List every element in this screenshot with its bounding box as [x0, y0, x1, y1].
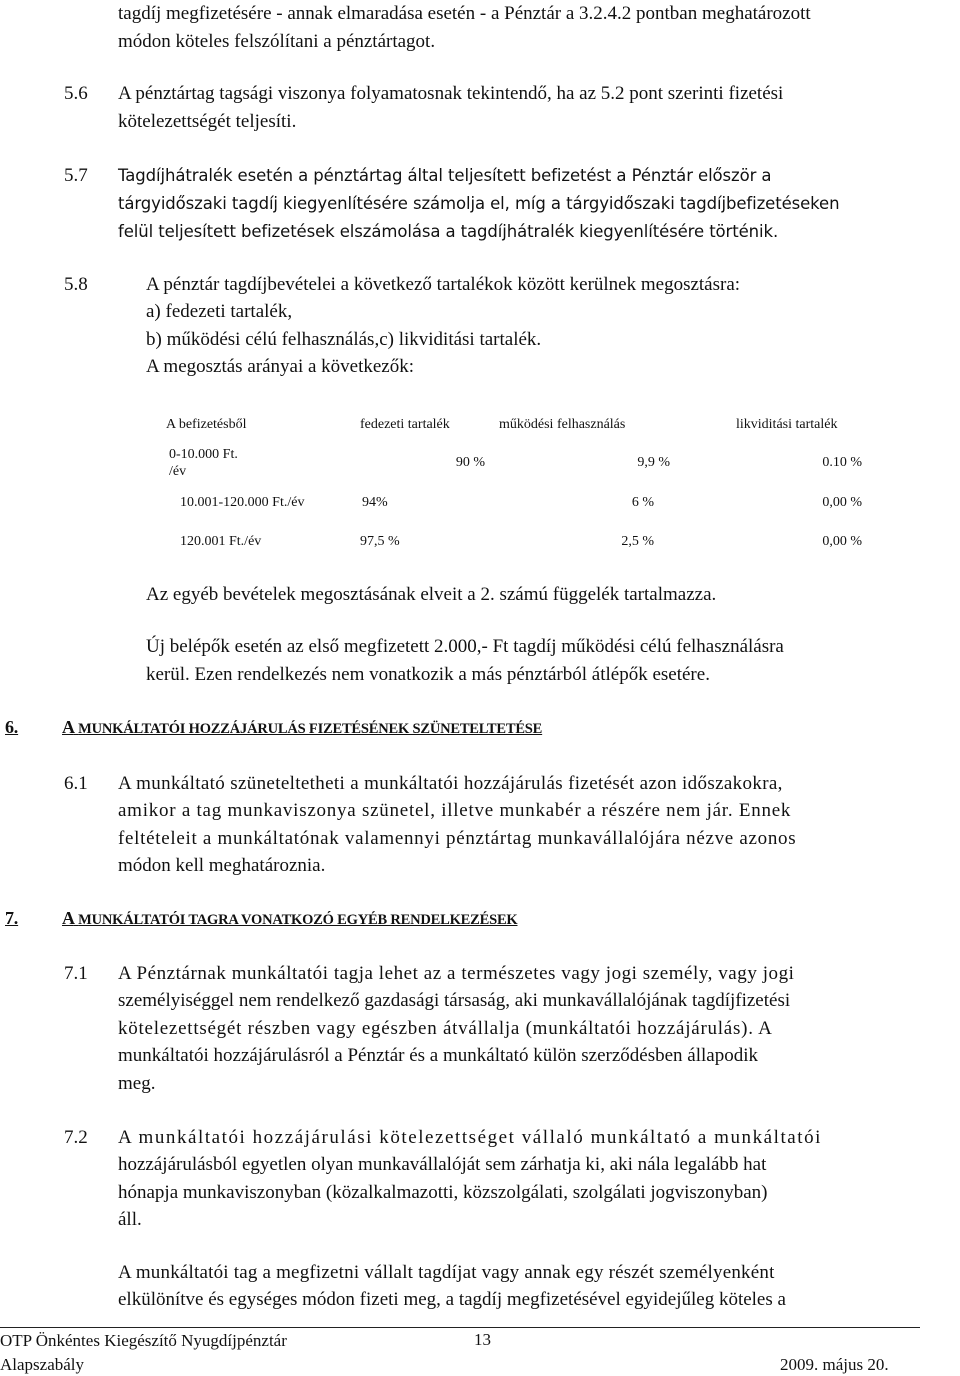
list-item-b: b) működési célú felhasználás,c) likviditási tartalék.: [146, 329, 542, 350]
text-line: hozzájárulásból egyetlen olyan munkavállalóját sem zárhatja ki, aki nála legalább hat: [118, 1154, 767, 1175]
section-number: 7.2: [64, 1127, 88, 1148]
text-line: módon köteles felszólítani a pénztártagot.: [118, 31, 436, 52]
text-line: áll.: [118, 1209, 142, 1230]
band-line: 0-10.000 Ft.: [169, 447, 238, 462]
text-line: meg.: [118, 1073, 156, 1094]
table-cell: 0,00 %: [822, 495, 862, 510]
text-line: személyiséggel nem rendelkező gazdasági társaság, aki munkavállalójának tagdíjfizetési: [118, 990, 791, 1011]
section-number: 6.1: [64, 773, 88, 794]
table-cell-band: 10.001-120.000 Ft./év: [180, 495, 305, 510]
text-line: A munkáltató szüneteltetheti a munkáltatói hozzájárulás fizetését azon időszakokra,: [118, 773, 783, 794]
text-line: kötelezettségét teljesíti.: [118, 111, 297, 132]
footer-org: OTP Önkéntes Kiegészítő Nyugdíjpénztár: [0, 1331, 287, 1350]
text-line: amikor a tag munkaviszonya szünetel, illetve munkabér a részére nem jár. Ennek: [118, 800, 792, 821]
share-table: [166, 408, 886, 562]
table-header-cell: A befizetésből: [166, 417, 247, 432]
table-header-cell: likviditási tartalék: [736, 417, 838, 432]
footer-date: 2009. május 20.: [780, 1355, 889, 1374]
table-header-cell: fedezeti tartalék: [360, 417, 450, 432]
text-line: Új belépők esetén az első megfizetett 2.000,- Ft tagdíj működési célú felhasználásra: [146, 636, 784, 657]
text-line: tárgyidőszaki tagdíj kiegyenlítésére számolja el, míg a tárgyidőszaki tagdíjbefizetéseken: [118, 194, 840, 213]
chapter-number: 7.: [5, 908, 19, 928]
text-line: Tagdíjhátralék esetén a pénztártag által teljesített befizetést a Pénztár először a: [118, 166, 772, 185]
table-row: [166, 442, 886, 484]
chapter-title-initial: A: [62, 717, 74, 737]
chapter-title-rest: MUNKÁLTATÓI TAGRA VONATKOZÓ EGYÉB RENDELKEZÉSEK: [78, 912, 518, 928]
text-line: A pénztár tagdíjbevételei a következő tartalékok között kerülnek megosztásra:: [146, 274, 741, 295]
text-line: A Pénztárnak munkáltatói tagja lehet az a természetes vagy jogi személy, vagy jogi: [118, 963, 795, 984]
table-row: [166, 484, 886, 522]
section-number: 5.7: [64, 165, 88, 186]
text-line: hónapja munkaviszonyban (közalkalmazotti, közszolgálati, szolgálati jogviszonyban): [118, 1182, 768, 1203]
table-cell: 6 %: [631, 495, 654, 510]
table-cell: 0,00 %: [822, 534, 862, 549]
text-line: munkáltatói hozzájárulásról a Pénztár és a munkáltató külön szerződésben állapodik: [118, 1045, 758, 1066]
section-number: 5.6: [64, 83, 88, 104]
table-row: [166, 522, 886, 562]
table-cell: 90 %: [455, 455, 485, 470]
text-line: kerül. Ezen rendelkezés nem vonatkozik a más pénztárból átlépők esetére.: [146, 664, 710, 685]
text-line: A megosztás arányai a következők:: [146, 356, 415, 377]
chapter-title-rest: MUNKÁLTATÓI HOZZÁJÁRULÁS FIZETÉSÉNEK SZÜNETELTETÉSE: [78, 721, 543, 737]
chapter-title-initial: A: [62, 908, 74, 928]
table-cell-band: 120.001 Ft./év: [180, 534, 262, 549]
table-cell: 0.10 %: [822, 455, 862, 470]
text-line: A munkáltatói tag a megfizetni vállalt tagdíjat vagy annak egy részét személyenként: [118, 1262, 775, 1283]
table-header-row: [166, 408, 886, 442]
text-line: tagdíj megfizetésére - annak elmaradása esetén - a Pénztár a 3.2.4.2 pontban meghatározott: [118, 3, 811, 24]
text-line: felül teljesített befizetések elszámolása a tagdíjhátralék kiegyenlítésére történik.: [118, 222, 779, 241]
section-number: 7.1: [64, 963, 88, 984]
text-line: Az egyéb bevételek megosztásának elveit a 2. számú függelék tartalmazza.: [146, 584, 717, 605]
table-cell: 2,5 %: [621, 534, 654, 549]
footer-doc: Alapszabály: [0, 1355, 85, 1374]
chapter-number: 6.: [5, 717, 19, 737]
page-number: 13: [474, 1330, 491, 1349]
footer-rule: [0, 1327, 920, 1328]
text-line: A pénztártag tagsági viszonya folyamatosnak tekintendő, ha az 5.2 pont szerinti fizetési: [118, 83, 784, 104]
section-number: 5.8: [64, 274, 88, 295]
text-line: elkülönítve és egységes módon fizeti meg, a tagdíj megfizetésével egyidejűleg köteles a: [118, 1289, 786, 1310]
list-item-a: a) fedezeti tartalék,: [146, 301, 293, 322]
chapter-title: [62, 717, 542, 738]
table-cell: 97,5 %: [360, 534, 400, 549]
text-line: módon kell meghatároznia.: [118, 855, 326, 876]
table-header-cell: működési felhasználás: [499, 417, 626, 432]
text-line: feltételeit a munkáltatónak valamennyi pénztártag munkavállalójára nézve azonos: [118, 828, 797, 849]
table-cell: 94%: [362, 495, 388, 510]
table-cell-band: [166, 442, 360, 484]
text-line: kötelezettségét részben vagy egészben átvállalja (munkáltatói hozzájárulás). A: [118, 1018, 773, 1039]
table-cell: 9,9 %: [637, 455, 670, 470]
text-line: A munkáltatói hozzájárulási kötelezettséget vállaló munkáltató a munkáltatói: [118, 1127, 822, 1148]
chapter-title: [62, 908, 518, 929]
band-line: /év: [169, 464, 187, 479]
